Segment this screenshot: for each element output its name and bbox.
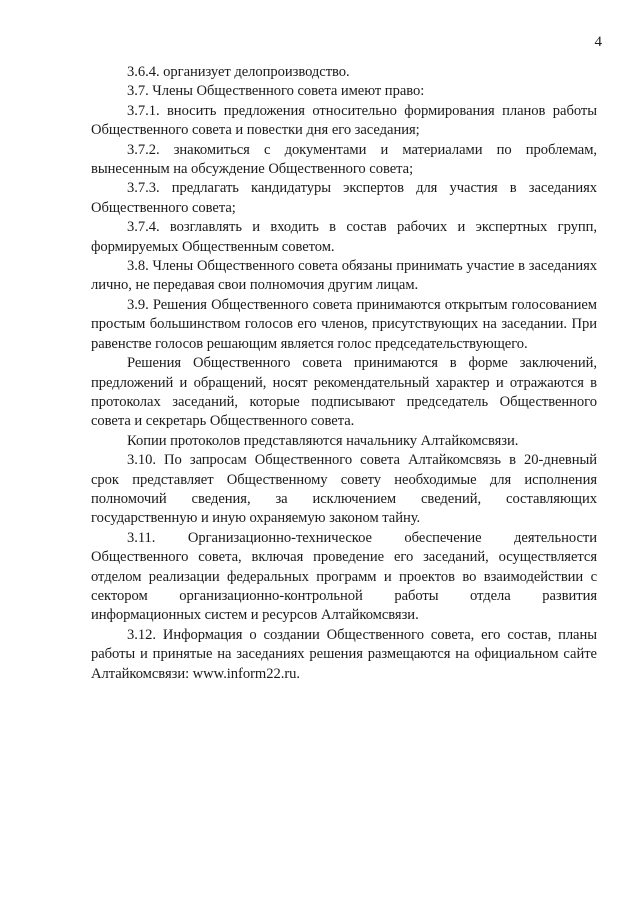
paragraph-3-7-2: 3.7.2. знакомиться с документами и материалами по проблемам, вынесенным на обсуждение Общественного совета;	[91, 141, 597, 178]
paragraph-3-8: 3.8. Члены Общественного совета обязаны принимать участие в заседаниях лично, не передавая свои полномочия другим лицам.	[91, 258, 597, 294]
paragraph-protocol-copies: Копии протоколов представляются начальнику Алтайкомсвязи.	[127, 432, 519, 449]
paragraph-3-7: 3.7. Члены Общественного совета имеют право:	[127, 83, 425, 100]
paragraph-3-11: 3.11. Организационно-техническое обеспечение деятельности Общественного совета, включая проведение его заседаний, осуществляется отделом реализации федеральных программ и проектов во взаимодействии с сектором организационно-контрольной работы отдела развития информационных систем и ресурсов Алтайкомсвязи.	[91, 529, 597, 624]
paragraph-3-6-4: 3.6.4. организует делопроизводство.	[127, 64, 350, 80]
paragraph-3-7-3: 3.7.3. предлагать кандидатуры экспертов для участия в заседаниях Общественного совета;	[91, 180, 597, 216]
paragraph-3-7-4: 3.7.4. возглавлять и входить в состав рабочих и экспертных групп, формируемых Общественным советом.	[91, 219, 597, 255]
paragraph-decisions: Решения Общественного совета принимаются в форме заключений, предложений и обращений, носят рекомендательный характер и отражаются в протоколах заседаний, которые подписывают председатель Общественного совета и секретарь Общественного совета.	[91, 355, 597, 430]
paragraph-3-12: 3.12. Информация о создании Общественного совета, его состав, планы работы и принятые на заседаниях решения размещаются на официальном сайте Алтайкомсвязи: www.inform22.ru.	[91, 626, 597, 682]
paragraph-3-10: 3.10. По запросам Общественного совета Алтайкомсвязь в 20-дневный срок представляет Общественному совету необходимые для исполнения полномочий сведения, за исключением сведений, составляющих государственную и иную охраняемую законом тайну.	[91, 452, 597, 527]
paragraph-3-7-1: 3.7.1. вносить предложения относительно формирования планов работы Общественного совета и повестки дня его заседания;	[91, 102, 597, 139]
document-body	[91, 63, 597, 684]
page-number: 4	[594, 34, 602, 50]
paragraph-3-9: 3.9. Решения Общественного совета принимаются открытым голосованием простым большинством голосов его членов, присутствующих на заседании. При равенстве голосов решающим является голос председательствующего.	[91, 296, 597, 352]
